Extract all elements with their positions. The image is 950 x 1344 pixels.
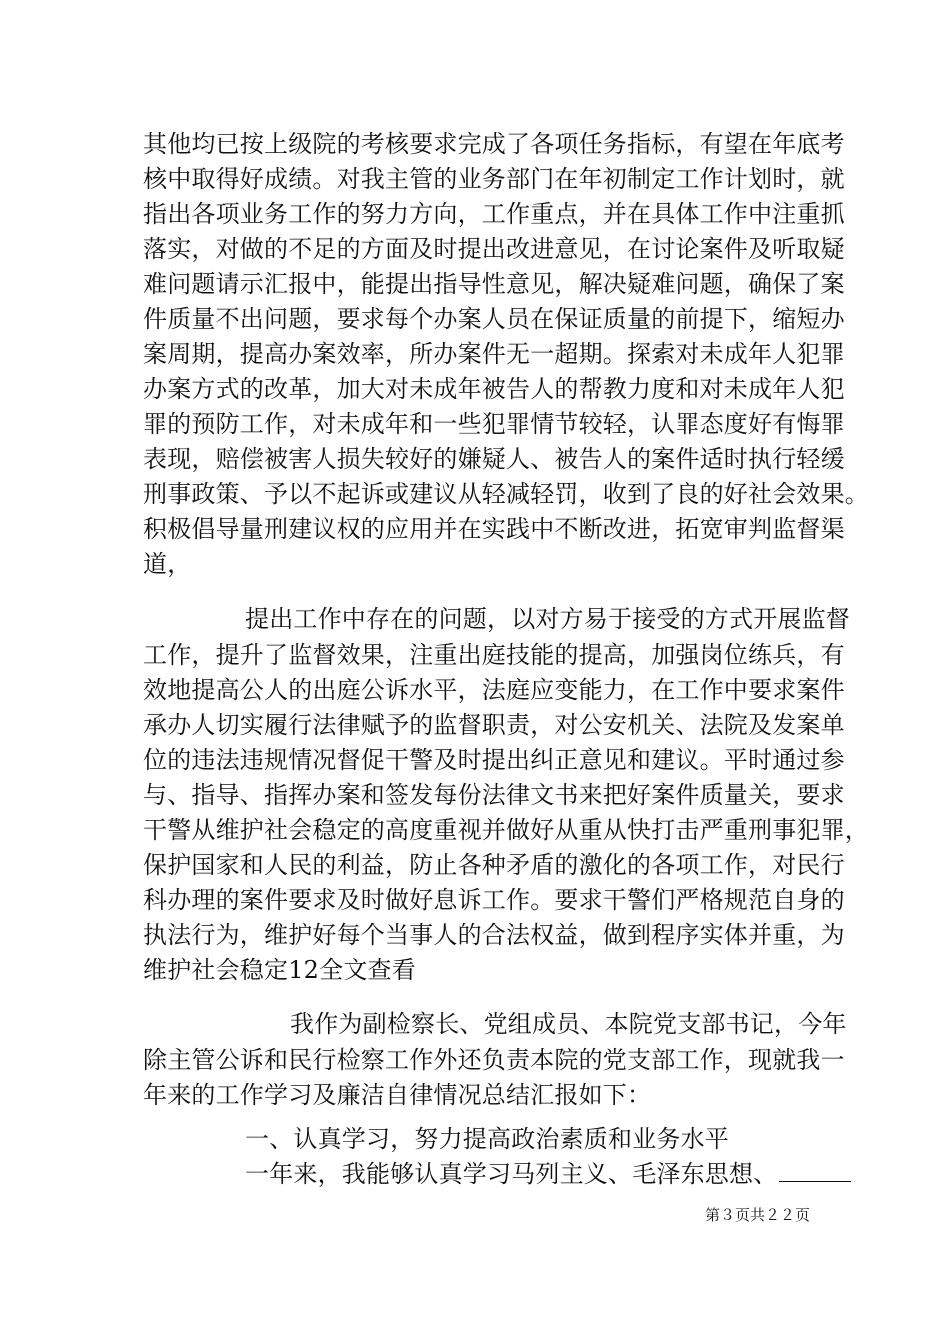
text-line: 指出各项业务工作的努力方向，工作重点，并在具体工作中注重抓 (143, 200, 845, 228)
text-line: 其他均已按上级院的考核要求完成了各项任务指标，有望在年底考 (143, 130, 845, 158)
text-line: 落实，对做的不足的方面及时提出改进意见，在讨论案件及听取疑 (143, 235, 845, 263)
text-line: 工作，提升了监督效果，注重出庭技能的提高，加强岗位练兵，有 (143, 641, 845, 669)
text-line: 效地提高公人的出庭公诉水平，法庭应变能力，在工作中要求案件 (143, 676, 845, 704)
text-line: 件质量不出问题，要求每个办案人员在保证质量的前提下，缩短办 (143, 305, 845, 333)
text-line: 一年来，我能够认真学习马列主义、毛泽东思想、 (245, 1160, 778, 1188)
paragraph-start-line: 提出工作中存在的问题，以对方易于接受的方式开展监督 (245, 605, 850, 633)
text-line: 刑事政策、予以不起诉或建议从轻减轻罚，收到了良的好社会效果。 (143, 480, 869, 508)
text-line: 核中取得好成绩。对我主管的业务部门在年初制定工作计划时，就 (143, 165, 845, 193)
text-line: 除主管公诉和民行检察工作外还负责本院的党支部工作，现就我一 (143, 1046, 845, 1074)
paragraph-start-line: 我作为副检察长、党组成员、本院党支部书记，今年 (290, 1010, 847, 1038)
text-line: 保护国家和人民的利益，防止各种矛盾的激化的各项工作，对民行 (143, 851, 845, 879)
text-line: 与、指导、指挥办案和签发每份法律文书来把好案件质量关，要求 (143, 781, 845, 809)
text-line: 道， (143, 550, 192, 578)
text-line: 维护社会稳定12全文查看 (143, 956, 416, 984)
text-line: 案周期，提高办案效率，所办案件无一超期。探索对未成年人犯罪 (143, 340, 845, 368)
blank-underline (779, 1161, 851, 1182)
text-line: 执法行为，维护好每个当事人的合法权益，做到程序实体并重，为 (143, 921, 845, 949)
text-line: 干警从维护社会稳定的高度重视并做好从重从快打击严重刑事犯罪， (143, 816, 869, 844)
text-line: 难问题请示汇报中，能提出指导性意见，解决疑难问题，确保了案 (143, 270, 845, 298)
text-line: 科办理的案件要求及时做好息诉工作。要求干警们严格规范自身的 (143, 886, 845, 914)
text-line: 位的违法违规情况督促干警及时提出纠正意见和建议。平时通过参 (143, 746, 845, 774)
section-heading: 一、认真学习，努力提高政治素质和业务水平 (245, 1125, 729, 1153)
text-line: 表现，赔偿被害人损失较好的嫌疑人、被告人的案件适时执行轻缓 (143, 445, 845, 473)
text-line: 积极倡导量刑建议权的应用并在实践中不断改进，拓宽审判监督渠 (143, 515, 845, 543)
text-line: 办案方式的改革，加大对未成年被告人的帮教力度和对未成年人犯 (143, 375, 845, 403)
paragraph-start-line (245, 1157, 851, 1191)
page-number: 第３页共２２页 (705, 1206, 811, 1224)
text-line: 承办人切实履行法律赋予的监督职责，对公安机关、法院及发案单 (143, 711, 845, 739)
text-line: 罪的预防工作，对未成年和一些犯罪情节较轻，认罪态度好有悔罪 (143, 410, 845, 438)
text-line: 年来的工作学习及廉洁自律情况总结汇报如下： (143, 1081, 652, 1109)
